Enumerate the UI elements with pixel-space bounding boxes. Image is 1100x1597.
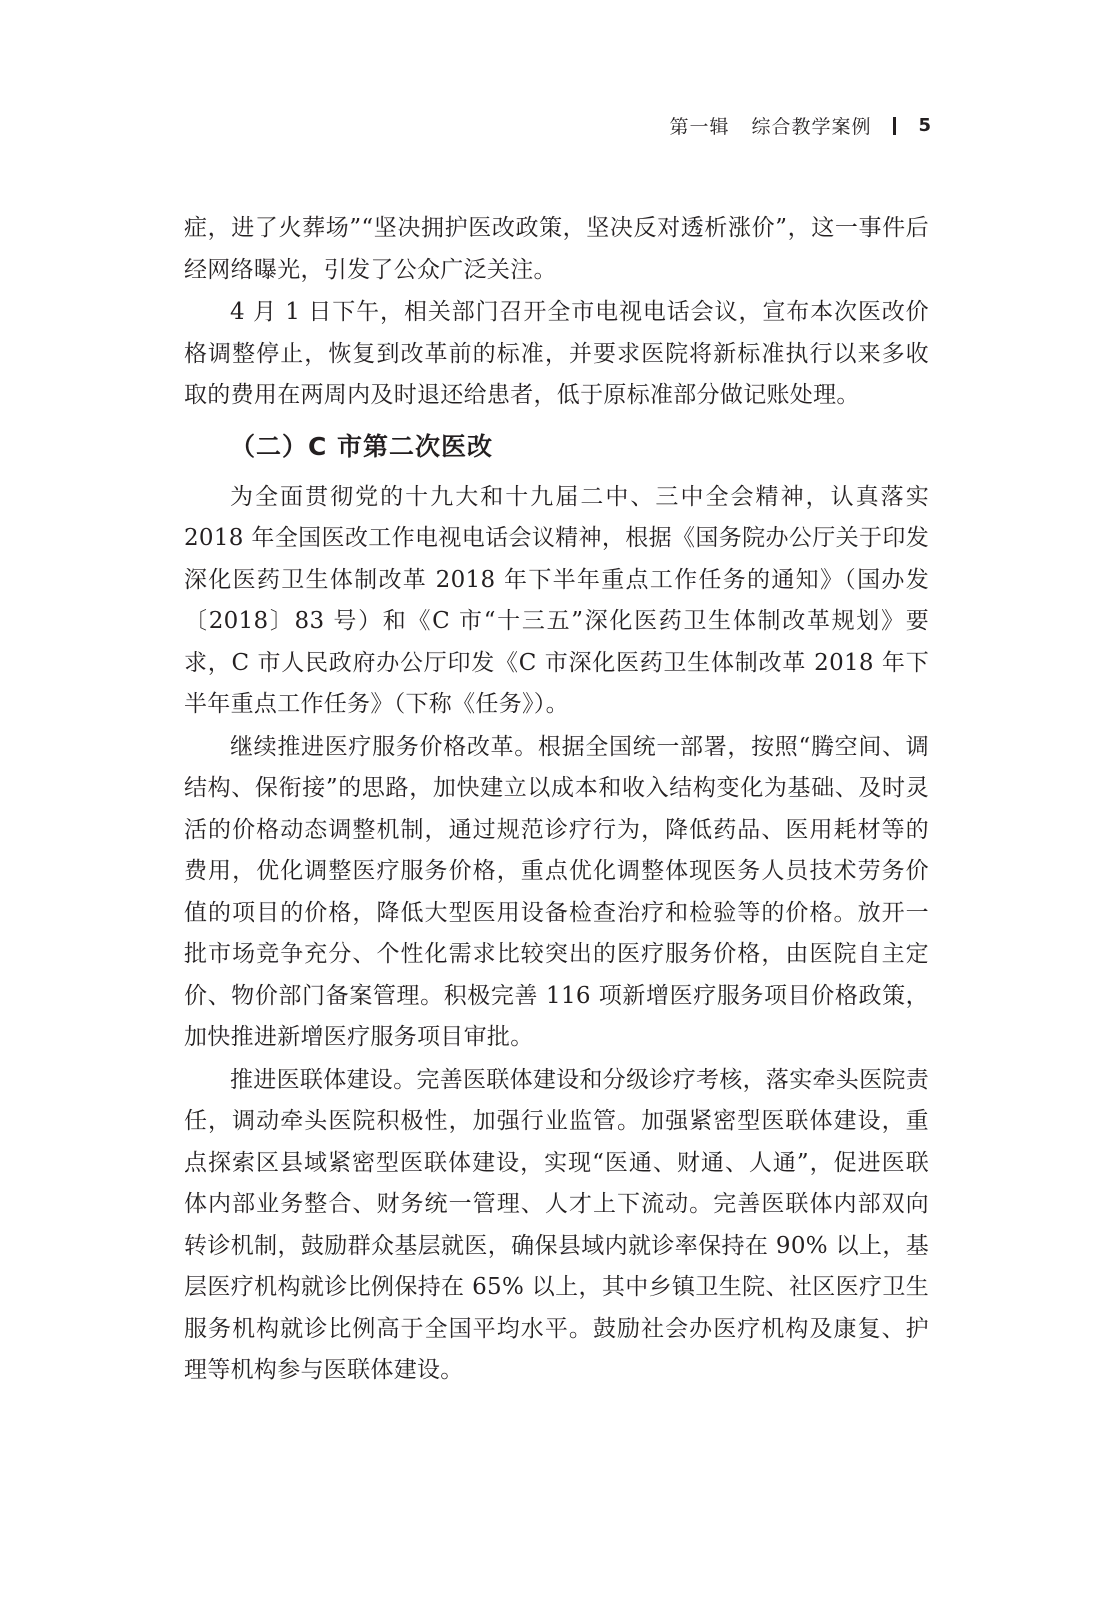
page-body [184, 208, 929, 1392]
section-title: 综合教学案例 [751, 116, 872, 138]
paragraph-meeting: 4 月 1 日下午，相关部门召开全市电视电话会议，宣布本次医改价格调整停止，恢复到改革前的标准，并要求医院将新标准执行以来多收取的费用在两周内及时退还给患者，低于原标准部分做记账处理。 [184, 299, 929, 408]
paragraph-policy: 为全面贯彻党的十九大和十九届二中、三中全会精神，认真落实 2018 年全国医改工作电视电话会议精神，根据《国务院办公厅关于印发深化医药卫生体制改革 2018 年下半年重点工作任务的通知》（国办发〔2018〕83 号）和《C 市“十三五”深化医药卫生体制改革规划》要求，C 市人民政府办公厅印发《C 市深化医药卫生体制改革 2018 年下半年重点工作任务》（下称《任务》）。 [184, 483, 929, 717]
paragraph-price-reform: 继续推进医疗服务价格改革。根据全国统一部署，按照“腾空间、调结构、保衔接”的思路，加快建立以成本和收入结构变化为基础、及时灵活的价格动态调整机制，通过规范诊疗行为，降低药品、医用耗材等的费用，优化调整医疗服务价格，重点优化调整体现医务人员技术劳务价值的项目的价格，降低大型医用设备检查治疗和检验等的价格。放开一批市场竞争充分、个性化需求比较突出的医疗服务价格，由医院自主定价、物价部门备案管理。积极完善 116 项新增医疗服务项目价格政策，加快推进新增医疗服务项目审批。 [184, 733, 929, 1050]
paragraph-continued: 症，进了火葬场”“坚决拥护医改政策，坚决反对透析涨价”，这一事件后经网络曝光，引发了公众广泛关注。 [184, 215, 929, 283]
header-separator [893, 117, 896, 135]
running-header [669, 112, 932, 139]
page-number: 5 [918, 115, 932, 136]
chapter-label: 第一辑 [669, 116, 730, 138]
section-subheading: （二）C 市第二次医改 [230, 431, 494, 461]
paragraph-medical-alliance: 推进医联体建设。完善医联体建设和分级诊疗考核，落实牵头医院责任，调动牵头医院积极性，加强行业监管。加强紧密型医联体建设，重点探索区县域紧密型医联体建设，实现“医通、财通、人通”，促进医联体内部业务整合、财务统一管理、人才上下流动。完善医联体内部双向转诊机制，鼓励群众基层就医，确保县域内就诊率保持在 90% 以上，基层医疗机构就诊比例保持在 65% 以上，其中乡镇卫生院、社区医疗卫生服务机构就诊比例高于全国平均水平。鼓励社会办医疗机构及康复、护理等机构参与医联体建设。 [184, 1066, 929, 1383]
